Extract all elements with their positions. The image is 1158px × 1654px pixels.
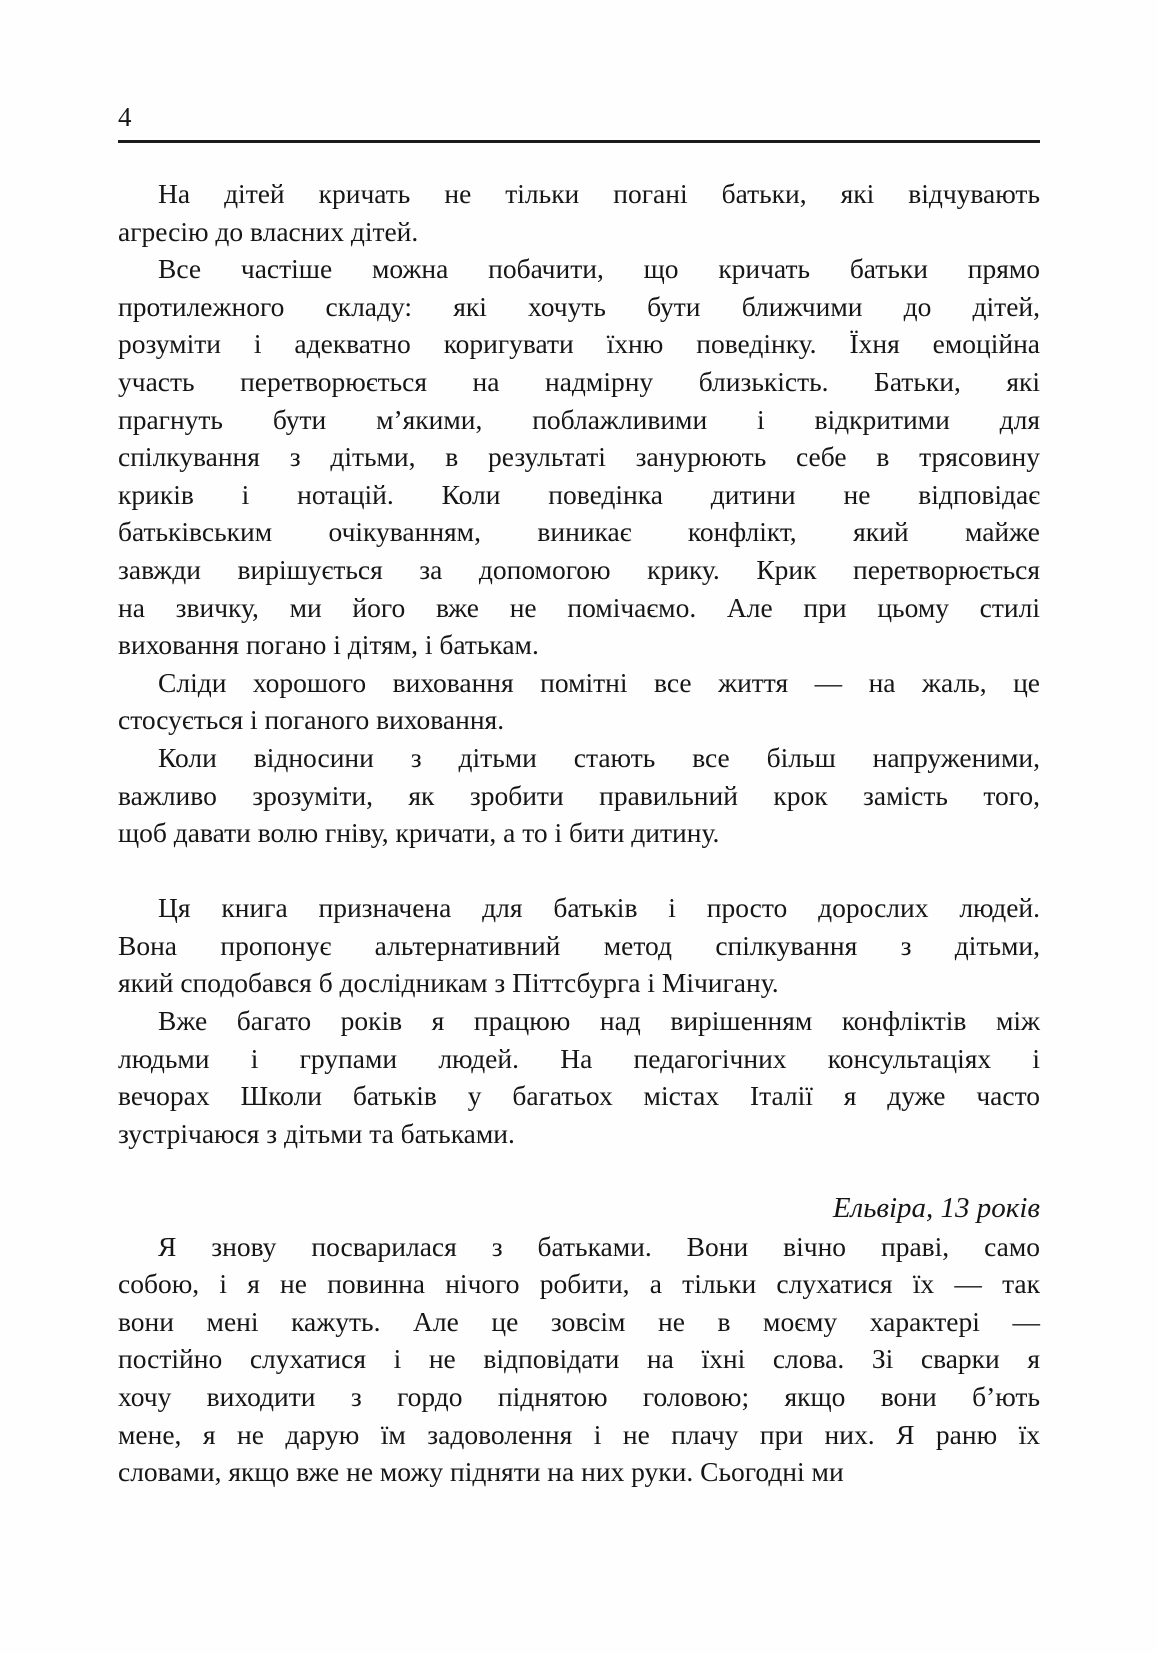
paragraph [118,664,1040,739]
text-line: виховання погано і дітям, і батькам. [118,629,539,661]
text-line: Сліди хорошого виховання помітні все життя — на жаль, це [158,666,1040,698]
text-line: мене, я не дарую їм задоволення і не плачу при них. Я раню їх [118,1418,1040,1450]
paragraph-spacer [118,852,1040,890]
text-line: Ця книга призначена для батьків і просто дорослих людей. [158,892,1040,924]
text-line: криків і нотацій. Коли поведінка дитини не відповідає [118,478,1040,510]
text-line: Все частіше можна побачити, що кричать батьки прямо [158,253,1040,285]
paragraph [118,889,1040,1002]
page-header [118,0,1040,143]
text-line: хочу виходити з гордо піднятою головою; якщо вони б’ють [118,1381,1040,1412]
text-line: який сподобався б дослідникам з Піттсбурга і Мічигану. [118,967,779,999]
text-line: агресію до власних дітей. [118,215,419,247]
paragraph-spacer [118,1152,1040,1190]
text-line: завжди вирішується за допомогою крику. Крик перетворюється [118,553,1040,585]
paragraph [118,250,1040,664]
text-line: Я знову посварилася з батьками. Вони вічно праві, само [158,1230,1040,1262]
text-line: щоб давати волю гніву, кричати, а то і бити дитину. [118,817,720,849]
paragraph [118,175,1040,250]
text-line: стосується і поганого виховання. [118,704,505,736]
text-line: собою, і я не повинна нічого робити, а тільки слухатися їх — так [118,1268,1040,1300]
section-heading: Ельвіра, 13 років [832,1192,1040,1225]
text-line: вечорах Школи батьків у багатьох містах Італії я дуже часто [118,1080,1040,1112]
text-line: постійно слухатися і не відповідати на їхні слова. Зі сварки я [118,1343,1040,1375]
text-line: Вона пропонує альтернативний метод спілкування з дітьми, [118,929,1040,961]
text-line: протилежного складу: які хочуть бути ближчими до дітей, [118,290,1040,322]
text-line: Коли відносини з дітьми стають все більш напруженими, [158,741,1040,773]
text-line: людьми і групами людей. На педагогічних консультаціях і [118,1042,1040,1074]
text-line: спілкування з дітьми, в результаті занурюють себе в трясовину [118,441,1040,473]
text-line: розуміти і адекватно коригувати їхню поведінку. Їхня емоційна [118,328,1040,360]
page-content [118,0,1040,1491]
text-line: Вже багато років я працюю над вирішенням конфліктів між [158,1005,1040,1037]
text-line: участь перетворюється на надмірну близькість. Батьки, які [118,365,1040,397]
text-line: вони мені кажуть. Але це зовсім не в моєму характері — [118,1305,1040,1337]
text-line: На дітей кричать не тільки погані батьки, які відчувають [158,178,1040,209]
header-rule [118,140,1040,143]
body-text [118,175,1040,1491]
page-number: 4 [118,102,132,132]
text-line: словами, якщо вже не можу підняти на них руки. Сьогодні ми [118,1456,844,1488]
paragraph [118,739,1040,852]
text-line: на звичку, ми його вже не помічаємо. Але при цьому стилі [118,591,1040,623]
text-line: прагнуть бути м’якими, поблажливими і відкритими для [118,403,1040,435]
text-line: батьківським очікуванням, виникає конфлікт, який майже [118,516,1040,548]
text-line: важливо зрозуміти, як зробити правильний крок замість того, [118,779,1040,811]
paragraph [118,1002,1040,1152]
text-line: зустрічаюся з дітьми та батьками. [118,1117,515,1149]
paragraph [118,1228,1040,1491]
